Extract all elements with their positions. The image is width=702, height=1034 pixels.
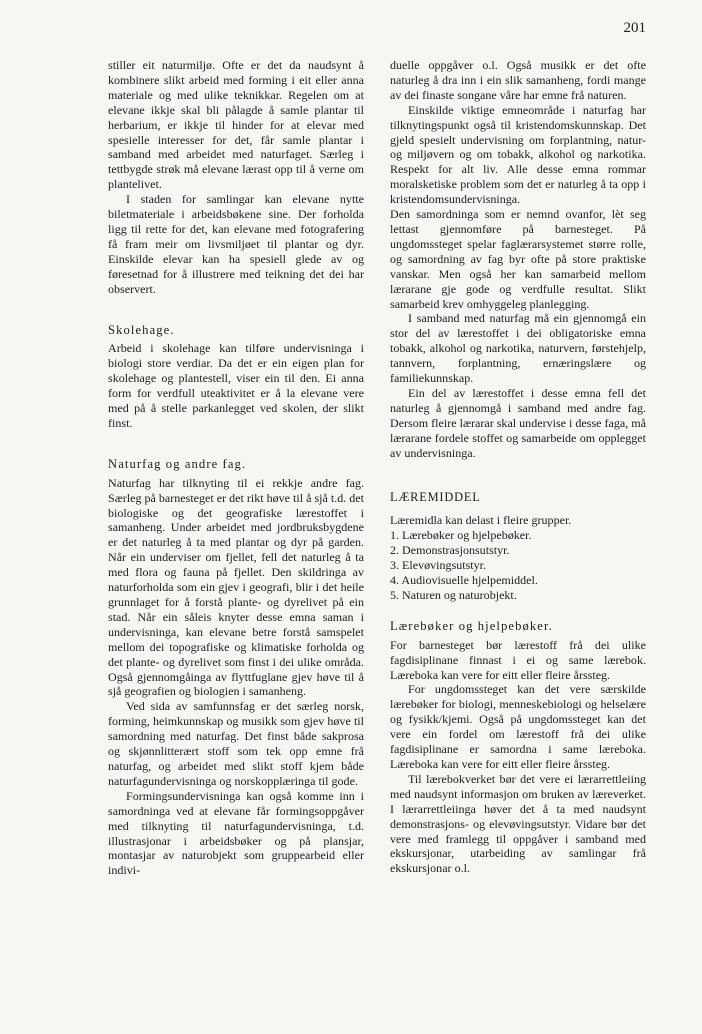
list-item: 4. Audiovisuelle hjelpemiddel. [390,573,538,587]
section-heading-naturfag: Naturfag og andre fag. [108,456,247,471]
paragraph: Ved sida av samfunnsfag er det særleg norsk, forming, heimkunnskap og musikk som gjev høve til samordning med naturfag. Det finst både sakprosa og skjønnlitterært stoff som tek opp emne frå naturfag, og arbeidet med slikt stoff kjem både naturfagundervisninga og norskopplæringa til gode. [108,699,364,788]
paragraph: For ungdomssteget kan det vere særskilde lærebøker for biologi, menneskebiologi og helselære og fysikk/kjemi. Også på ungdomssteget kan det vere ein fordel om lærestoff frå dei ulike fagdisiplinane er samordna i same læreboka. Læreboka kan vere for eitt eller fleire årssteg. [390,682,646,771]
section-heading-laereboeker: Lærebøker og hjelpebøker. [390,618,553,633]
section-heading-skolehage: Skolehage. [108,322,175,337]
list-item: 1. Lærebøker og hjelpebøker. [390,528,532,543]
paragraph: Arbeid i skolehage kan tilføre undervisninga i biologi store verdiar. Da det er ein eigen plan for skolehage og plantestell, viser ein til den. Ei anna form for verdfull uteaktivitet er å la elevane vere med på å stelle parkanlegget ved skolen, der slikt finst. [108,341,364,430]
paragraph: duelle oppgåver o.l. Også musikk er det ofte naturleg å dra inn i ein slik samanheng, fordi mange av dei finaste songane våre har emne frå naturen. [390,58,646,102]
list-item: 3. Elevøvingsutstyr. [390,558,487,573]
right-column [390,58,646,876]
paragraph: Ein del av lærestoffet i desse emna fell det naturleg å gjennomgå i samband med andre fag. Dersom fleire lærarar skal undervise i desse faga, må lærarane fordele stoffet og samarbeide om opplegget av undervisninga. [390,385,646,460]
list-item: 2. Demonstrasjonsutstyr. [390,543,510,558]
paragraph: Formingsundervisninga kan også komme inn i samordninga ved at elevane får formingsoppgåver med tilknyting til naturfagundervisninga, t.d. illustrasjonar i arbeidsbøker og på plansjar, montasjar av naturobjekt som gruppearbeid eller indivi- [108,788,364,878]
numbered-list [390,528,646,603]
paragraph: Til lærebokverket bør det vere ei lærarrettleiing med naudsynt informasjon om bruken av læreverket. I lærarrettleiinga høver det å ta med naudsynt demonstrasjons- og elevøvingsutstyr. Vidare bør det vere med framlegg til oppgåver i samband med ekskursjonar, utarbeiding av samlingar frå ekskursjonar o.l. [390,771,646,876]
paragraph: Den samordninga som er nemnd ovanfor, lèt seg lettast gjennomføre på barnesteget. På ungdomssteget spelar faglærarsystemet større rolle, og samordning av fag byr ofte på store praktiske vanskar. Men også her kan samarbeid mellom lærarane gje gode og verdfulle resultat. Slikt samarbeid krev omhyggeleg planlegging. [390,207,646,311]
page-number: 201 [623,20,646,36]
paragraph: Naturfag har tilknyting til ei rekkje andre fag. Særleg på barnesteget er det rikt høve til å sjå t.d. det biologiske og det geografiske lærestoffet i samanheng. Under arbeidet med jordbruksbygdene er det naturleg å ta med plantar og dyr på garden. Når ein underviser om fjellet, fell det naturleg å ta med flora og fauna på fjellet. Den skildringa av naturforholda som ein gjev i geografi, blir i det heile grunnlaget for å forstå plante- og dyrelivet på ein stad. Når ein såleis knyter desse emna saman i undervisninga, kan elevane betre forstå samspelet mellom dei topografiske og klimatiske forholda og det plante- og dyrelivet som finst i dei ulike områda. Også gjennomgåinga av flyttfuglane gjev høve til å sjå geografien og biologien i samanheng. [108,475,364,699]
paragraph: stiller eit naturmiljø. Ofte er det da naudsynt å kombinere slikt arbeid med forming i eit eller anna materiale og med ulike teknikkar. Regelen om at elevane ikkje skal bli pålagde å samle plantar til herbarium, er ikkje til hinder for at elevar med spesielle interesser for det, får samle plantar i samband med arbeidet med naturfaget. Særleg i tettbygde strøk må elevane lærast opp til å verne om plantelivet. [108,58,364,192]
list-item: 5. Naturen og naturobjekt. [390,587,517,602]
paragraph: I staden for samlingar kan elevane nytte biletmateriale i arbeidsbøkene sine. Der forholda ligg til rette for det, kan elevane med fotografering få fram meir om livsmiljøet til plantar og dyr. Einskilde elevar kan ha spesiell glede av og føresetnad for å illustrere med teikning det dei har observert. [108,192,364,296]
left-column [108,58,364,878]
section-heading-laeremiddel: LÆREMIDDEL [390,490,481,505]
paragraph: For barnesteget bør lærestoff frå dei ulike fagdisiplinane finnast i ei og same lærebok. Læreboka kan vere for eitt eller fleire årssteg. [390,637,646,682]
paragraph: I samband med naturfag må ein gjennomgå ein stor del av lærestoffet i dei obligatoriske emna tobakk, alkohol og narkotika, naturvern, førstehjelp, tannvern, forplantning, ernæringslære og familiekunnskap. [390,311,646,386]
paragraph: Læremidla kan delast i fleire grupper. [390,513,572,528]
paragraph: Einskilde viktige emneområde i naturfag har tilknytingspunkt også til kristendomskunnskap. Det gjeld spesielt undervisning om forplantning, natur- og miljøvern og om tobakk, alkohol og narkotika. Respekt for alt liv. Alle desse emna rommar moralsketiske problem som det er naturleg å ta opp i kristendomsundervisninga. [390,102,646,207]
